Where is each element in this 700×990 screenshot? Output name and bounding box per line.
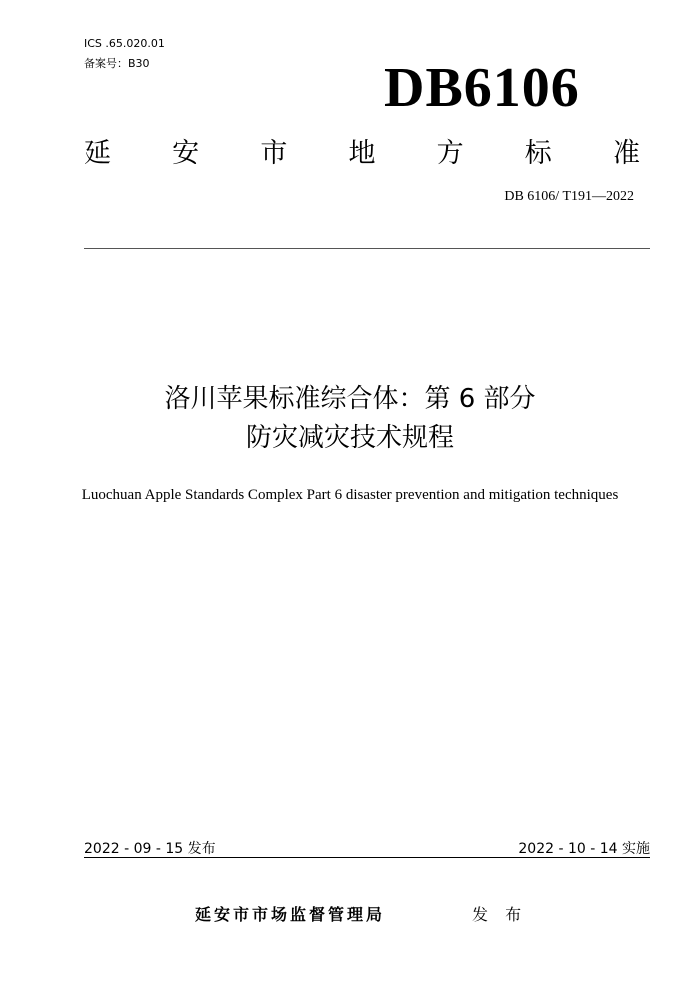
publish-date: 2022 - 09 - 15 发布	[84, 841, 216, 857]
document-title-line-2: 防灾减灾技术规程	[245, 423, 454, 453]
standard-type-char: 准	[612, 138, 640, 169]
standard-code: DB6106	[384, 57, 580, 119]
standard-type-char: 方	[436, 138, 464, 169]
document-title-line-1: 洛川苹果标准综合体：第 6 部分	[164, 384, 536, 414]
standard-type-char: 市	[260, 138, 288, 169]
standard-type-char: 标	[524, 138, 552, 169]
standard-type-char: 安	[172, 138, 200, 169]
document-number: DB 6106/ T191—2022	[504, 189, 634, 204]
footer-divider	[84, 857, 650, 858]
implement-date: 2022 - 10 - 14 实施	[518, 841, 650, 857]
standard-type-char: 地	[348, 138, 376, 169]
header-divider	[84, 248, 650, 249]
standard-type	[84, 136, 640, 172]
standard-type-char: 延	[84, 138, 111, 169]
english-title: Luochuan Apple Standards Complex Part 6 disaster prevention and mitigation techniques	[81, 487, 619, 503]
issuing-authority: 延安市市场监督管理局	[195, 905, 386, 924]
issue-label: 发 布	[472, 905, 528, 924]
ics-code: ICS .65.020.01	[84, 37, 165, 50]
record-number: 备案号：B30	[84, 57, 150, 70]
